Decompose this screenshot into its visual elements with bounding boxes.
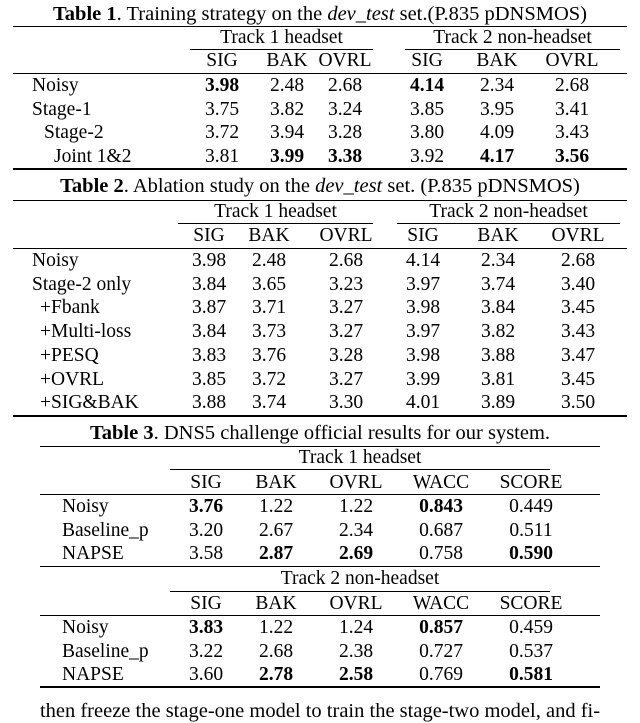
table1-cell: 2.48: [269, 75, 305, 96]
table1-bottom-rule: [13, 168, 627, 170]
table3-caption: Table 3. DNS5 challenge official results for our system.: [89, 422, 551, 444]
table2-cell: 3.73: [251, 321, 287, 343]
table1-cell: 3.95: [479, 98, 515, 120]
table2-row-label: +SIG&BAK: [40, 392, 139, 414]
table1-cell: 3.38: [327, 145, 363, 167]
table3-cell: 2.67: [258, 519, 294, 541]
table2-cell: 3.88: [191, 392, 227, 414]
table3-row-label: Noisy: [62, 617, 109, 638]
table1-cell: 3.94: [269, 122, 305, 143]
table1-group-track2: Track 2 non-headset: [433, 27, 592, 48]
table3-cell: 1.22: [258, 496, 294, 517]
table2-cell: 3.74: [480, 273, 516, 295]
table3-col-header: BAK: [255, 472, 297, 493]
table1-col-header: OVRL: [545, 50, 599, 71]
table3-cell: 3.83: [188, 617, 224, 638]
table3-separator-rule: [40, 566, 600, 567]
table3-cell: 0.449: [509, 496, 553, 517]
table3-col-header: SIG: [190, 593, 222, 614]
table3-cell: 2.58: [338, 664, 374, 685]
table2-cell: 2.68: [560, 250, 596, 271]
table3-cell: 2.69: [338, 543, 374, 564]
table2-cell: 2.34: [480, 250, 516, 271]
table1-cell: 3.43: [554, 122, 590, 143]
table2-cell: 3.81: [480, 368, 516, 390]
table2-cell: 4.14: [405, 250, 441, 271]
table1-cell: 2.68: [554, 75, 590, 96]
table1-cell: 3.41: [554, 98, 590, 120]
table2-cell: 3.84: [191, 273, 227, 295]
table1-cell: 3.82: [269, 98, 305, 120]
table1-cell: 4.09: [479, 122, 515, 143]
table2-cell: 3.89: [480, 392, 516, 414]
table2-cell: 3.27: [328, 297, 364, 319]
table3-track1-title: Track 1 headset: [298, 447, 422, 468]
table2-cell: 4.01: [405, 392, 441, 414]
table3-col-header: BAK: [255, 593, 297, 614]
table3-track2-mid-rule: [40, 615, 600, 616]
table1-cell: 3.85: [409, 98, 445, 120]
body-paragraph-line: then freeze the stage-one model to train the stage-two model, and fi-: [39, 700, 601, 722]
table3-row-label: Baseline_p: [62, 640, 149, 662]
table1-col-header: SIG: [206, 50, 238, 71]
table2-row-label: +Multi-loss: [40, 321, 132, 343]
table3-track1-mid-rule: [40, 494, 600, 495]
table3-cell: 0.857: [419, 617, 463, 638]
table3-cell: 2.87: [258, 543, 294, 564]
table2-cell: 3.30: [328, 392, 364, 414]
table3-cell: 0.590: [509, 543, 553, 564]
table2-cell: 2.68: [328, 250, 364, 271]
table3-col-header: SIG: [190, 472, 222, 493]
table2-mid-rule: [13, 248, 627, 249]
table1-cell: 3.56: [554, 145, 590, 167]
table1-cell: 3.99: [269, 145, 305, 167]
table2-col-header: SIG: [193, 225, 225, 246]
table1-cell: 3.72: [204, 122, 240, 143]
table3-track2-title: Track 2 non-headset: [280, 568, 440, 589]
table3-row-label: Noisy: [62, 496, 109, 517]
table2-col-header: BAK: [477, 225, 519, 246]
table2-group-track1: Track 1 headset: [214, 201, 337, 222]
table2-cell: 3.97: [405, 273, 441, 295]
table3-cell: 0.511: [509, 519, 553, 541]
table3-cell: 0.758: [419, 543, 463, 564]
table2-group-rule-2: [397, 223, 620, 224]
table2-group-track2: Track 2 non-headset: [429, 201, 588, 222]
table3-cell: 2.68: [258, 640, 294, 662]
table1-caption: Table 1. Training strategy on the dev_test set.(P.835 pDNSMOS): [53, 3, 587, 25]
table1-row-label: Noisy: [32, 75, 79, 96]
table3-cell: 3.60: [188, 664, 224, 685]
table3-col-header: WACC: [412, 593, 470, 614]
table3-col-header: OVRL: [329, 593, 383, 614]
table2-cell: 3.85: [191, 368, 227, 390]
table3-row-label: NAPSE: [62, 664, 124, 685]
table2-cell: 3.98: [191, 250, 227, 271]
table3-row-label: NAPSE: [62, 543, 124, 564]
table1-cell: 3.81: [204, 145, 240, 167]
table2-cell: 3.98: [405, 297, 441, 319]
table2-row-label: +PESQ: [40, 344, 99, 366]
table2-col-header: SIG: [407, 225, 439, 246]
table2-group-rule-1: [178, 223, 373, 224]
table3-track1-title-rule: [170, 469, 550, 470]
table3-cell: 1.24: [338, 617, 374, 638]
table2-cell: 3.99: [405, 368, 441, 390]
table2-cell: 3.87: [191, 297, 227, 319]
table1-cell: 3.75: [204, 98, 240, 120]
table2-cell: 3.98: [405, 344, 441, 366]
table2-cell: 3.71: [251, 297, 287, 319]
table3-cell: 2.78: [258, 664, 294, 685]
table1-row-label: Stage-1: [32, 98, 92, 120]
table3-col-header: SCORE: [499, 593, 563, 614]
table3-cell: 3.76: [188, 496, 224, 517]
table2-caption: Table 2. Ablation study on the dev_test set. (P.835 pDNSMOS): [60, 175, 580, 197]
table3-cell: 3.22: [188, 640, 224, 662]
table2-cell: 3.28: [328, 344, 364, 366]
table1-row-label: Joint 1&2: [54, 145, 132, 167]
table3-bottom-rule: [40, 686, 600, 688]
table3-cell: 0.769: [419, 664, 463, 685]
table2-cell: 3.84: [191, 321, 227, 343]
table2-row-label: +OVRL: [40, 368, 105, 390]
table1-cell: 4.17: [479, 145, 515, 167]
table2-cell: 3.47: [560, 344, 596, 366]
table1-cell: 3.80: [409, 122, 445, 143]
table2-cell: 3.97: [405, 321, 441, 343]
table2-cell: 3.65: [251, 273, 287, 295]
table2-bottom-rule: [13, 415, 627, 417]
table3-cell: 0.537: [509, 640, 553, 662]
table1-col-header: BAK: [266, 50, 308, 71]
table1-col-header: SIG: [411, 50, 443, 71]
table2-cell: 3.23: [328, 273, 364, 295]
table1-mid-rule: [13, 73, 627, 74]
table3-col-header: OVRL: [329, 472, 383, 493]
table2-cell: 3.88: [480, 344, 516, 366]
table1-row-label: Stage-2: [44, 122, 104, 143]
table1-cell: 3.92: [409, 145, 445, 167]
table1-col-header: BAK: [476, 50, 518, 71]
table1-cell: 2.34: [479, 75, 515, 96]
table3-cell: 2.38: [338, 640, 374, 662]
table2-cell: 3.76: [251, 344, 287, 366]
table2-row-label: Noisy: [32, 250, 79, 271]
table2-cell: 3.82: [480, 321, 516, 343]
table2-cell: 3.83: [191, 344, 227, 366]
table3-cell: 3.58: [188, 543, 224, 564]
table1-cell: 3.28: [327, 122, 363, 143]
table2-cell: 3.72: [251, 368, 287, 390]
table2-row-label: Stage-2 only: [32, 273, 132, 295]
table3-cell: 0.581: [509, 664, 553, 685]
table2-cell: 3.40: [560, 273, 596, 295]
table3-cell: 0.727: [419, 640, 463, 662]
table3-row-label: Baseline_p: [62, 519, 149, 541]
table2-cell: 3.74: [251, 392, 287, 414]
table3-cell: 1.22: [258, 617, 294, 638]
table2-col-header: OVRL: [551, 225, 605, 246]
table2-cell: 3.45: [560, 297, 596, 319]
table2-row-label: +Fbank: [40, 297, 100, 319]
table2-cell: 3.27: [328, 368, 364, 390]
table2-cell: 3.27: [328, 321, 364, 343]
table1-col-header: OVRL: [318, 50, 372, 71]
table2-cell: 3.45: [560, 368, 596, 390]
table3-track2-title-rule: [170, 591, 550, 592]
table2-cell: 3.84: [480, 297, 516, 319]
table1-cell: 2.68: [327, 75, 363, 96]
table3-cell: 0.459: [509, 617, 553, 638]
table1-group-track1: Track 1 headset: [220, 27, 343, 48]
table2-cell: 3.43: [560, 321, 596, 343]
table1-cell: 4.14: [409, 75, 445, 96]
table2-col-header: OVRL: [319, 225, 373, 246]
table2-col-header: BAK: [248, 225, 290, 246]
table2-cell: 2.48: [251, 250, 287, 271]
table2-cell: 3.50: [560, 392, 596, 414]
table3-col-header: SCORE: [499, 472, 563, 493]
table3-cell: 1.22: [338, 496, 374, 517]
table3-col-header: WACC: [412, 472, 470, 493]
table3-cell: 3.20: [188, 519, 224, 541]
table3-cell: 2.34: [338, 519, 374, 541]
table3-cell: 0.687: [419, 519, 463, 541]
table1-cell: 3.98: [204, 75, 240, 96]
table3-cell: 0.843: [419, 496, 463, 517]
table1-cell: 3.24: [327, 98, 363, 120]
